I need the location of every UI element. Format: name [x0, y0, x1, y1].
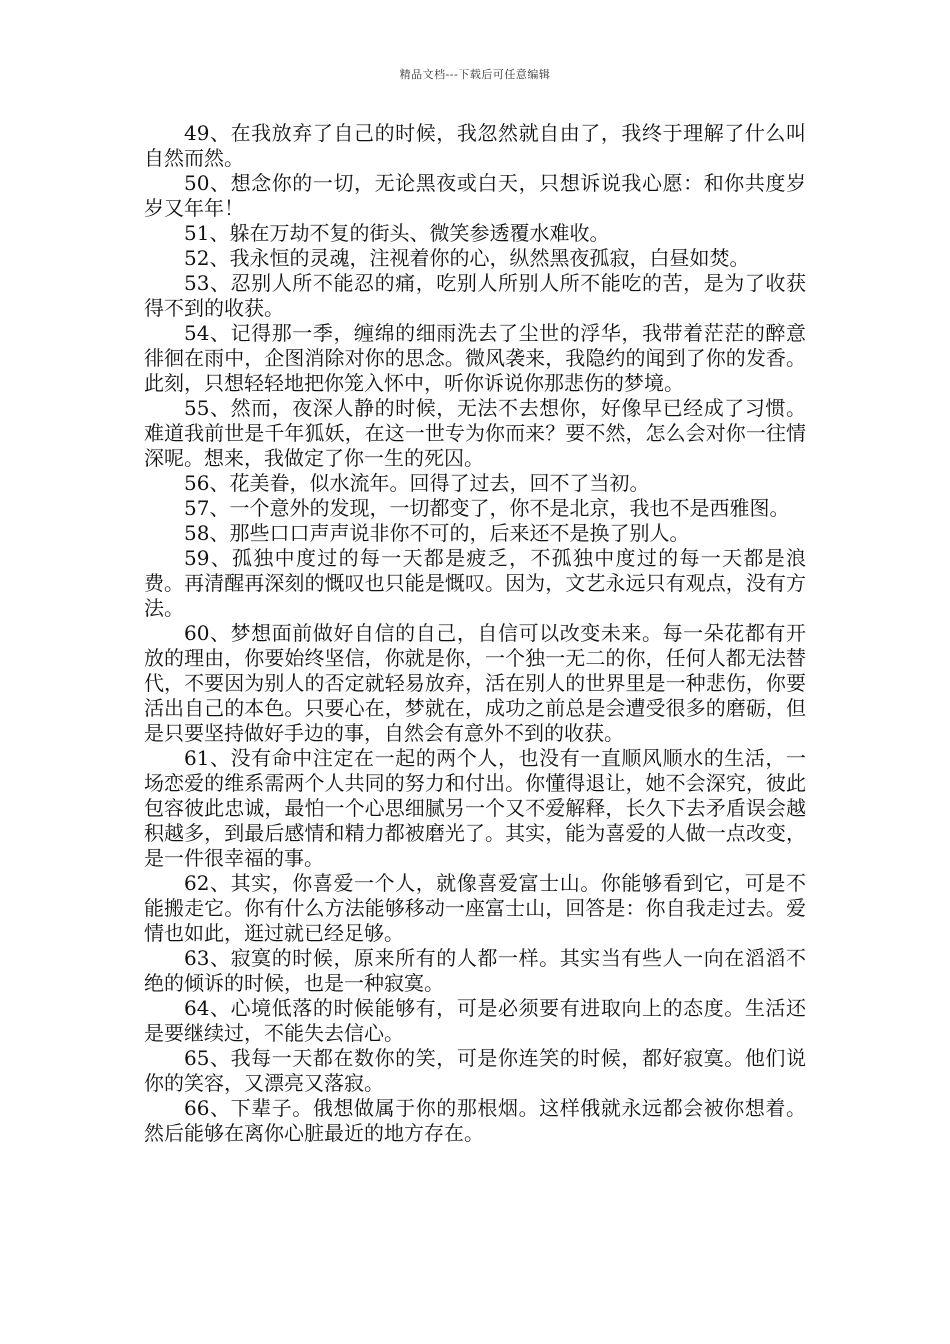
document-body: [144, 121, 806, 1146]
paragraph-54: 54、记得那一季，缠绵的细雨洗去了尘世的浮华，我带着茫茫的醉意徘徊在雨中，企图消除对你的思念。微风袭来，我隐约的闻到了你的发香。此刻，只想轻轻地把你笼入怀中，听你诉说你那悲伤的梦境。: [144, 321, 806, 395]
paragraph-50: 50、想念你的一切，无论黑夜或白天，只想诉说我心愿：和你共度岁岁又年年！: [144, 171, 806, 220]
paragraph-64: 64、心境低落的时候能够有，可是必须要有进取向上的态度。生活还是要继续过，不能失去信心。: [144, 996, 806, 1045]
paragraph-55: 55、然而，夜深人静的时候，无法不去想你，好像早已经成了习惯。难道我前世是千年狐妖，在这一世专为你而来？要不然，怎么会对你一往情深呢。想来，我做定了你一生的死囚。: [144, 396, 806, 470]
page-header: 精品文档---下载后可任意编辑: [399, 68, 551, 81]
paragraph-61: 61、没有命中注定在一起的两个人，也没有一直顺风顺水的生活，一场恋爱的维系需两个人共同的努力和付出。你懂得退让，她不会深究，彼此包容彼此忠诚，最怕一个心思细腻另一个又不爱解释，长久下去矛盾误会越积越多，到最后感情和精力都被磨光了。其实，能为喜爱的人做一点改变，是一件很幸福的事。: [144, 746, 806, 870]
paragraph-53: 53、忍别人所不能忍的痛，吃别人所别人所不能吃的苦，是为了收获得不到的收获。: [144, 271, 806, 320]
paragraph-66: 66、下辈子。俄想做属于你的那根烟。这样俄就永远都会被你想着。然后能够在离你心脏最近的地方存在。: [144, 1096, 806, 1145]
paragraph-49: 49、在我放弃了自己的时候，我忽然就自由了，我终于理解了什么叫自然而然。: [144, 121, 806, 170]
paragraph-59: 59、孤独中度过的每一天都是疲乏，不孤独中度过的每一天都是浪费。再清醒再深刻的慨叹也只能是慨叹。因为，文艺永远只有观点，没有方法。: [144, 546, 806, 620]
paragraph-60: 60、梦想面前做好自信的自己，自信可以改变未来。每一朵花都有开放的理由，你要始终坚信，你就是你，一个独一无二的你，任何人都无法替代，不要因为别人的否定就轻易放弃，活在别人的世界里是一种悲伤，你要活出自己的本色。只要心在，梦就在，成功之前总是会遭受很多的磨砺，但是只要坚持做好手边的事，自然会有意外不到的收获。: [144, 621, 806, 745]
paragraph-52: 52、我永恒的灵魂，注视着你的心，纵然黑夜孤寂，白昼如焚。: [184, 246, 750, 270]
paragraph-62: 62、其实，你喜爱一个人，就像喜爱富士山。你能够看到它，可是不能搬走它。你有什么方法能够移动一座富士山，回答是：你自我走过去。爱情也如此，逛过就已经足够。: [144, 871, 806, 945]
paragraph-65: 65、我每一天都在数你的笑，可是你连笑的时候，都好寂寞。他们说你的笑容，又漂亮又落寂。: [144, 1046, 806, 1095]
paragraph-56: 56、花美眷，似水流年。回得了过去，回不了当初。: [184, 471, 650, 495]
paragraph-58: 58、那些口口声声说非你不可的，后来还不是换了别人。: [184, 521, 690, 545]
paragraph-57: 57、一个意外的发现，一切都变了，你不是北京，我也不是西雅图。: [184, 496, 790, 520]
paragraph-63: 63、寂寞的时候，原来所有的人都一样。其实当有些人一向在滔滔不绝的倾诉的时候，也是一种寂寞。: [144, 946, 806, 995]
paragraph-51: 51、躲在万劫不复的街头、微笑参透覆水难收。: [184, 221, 610, 245]
